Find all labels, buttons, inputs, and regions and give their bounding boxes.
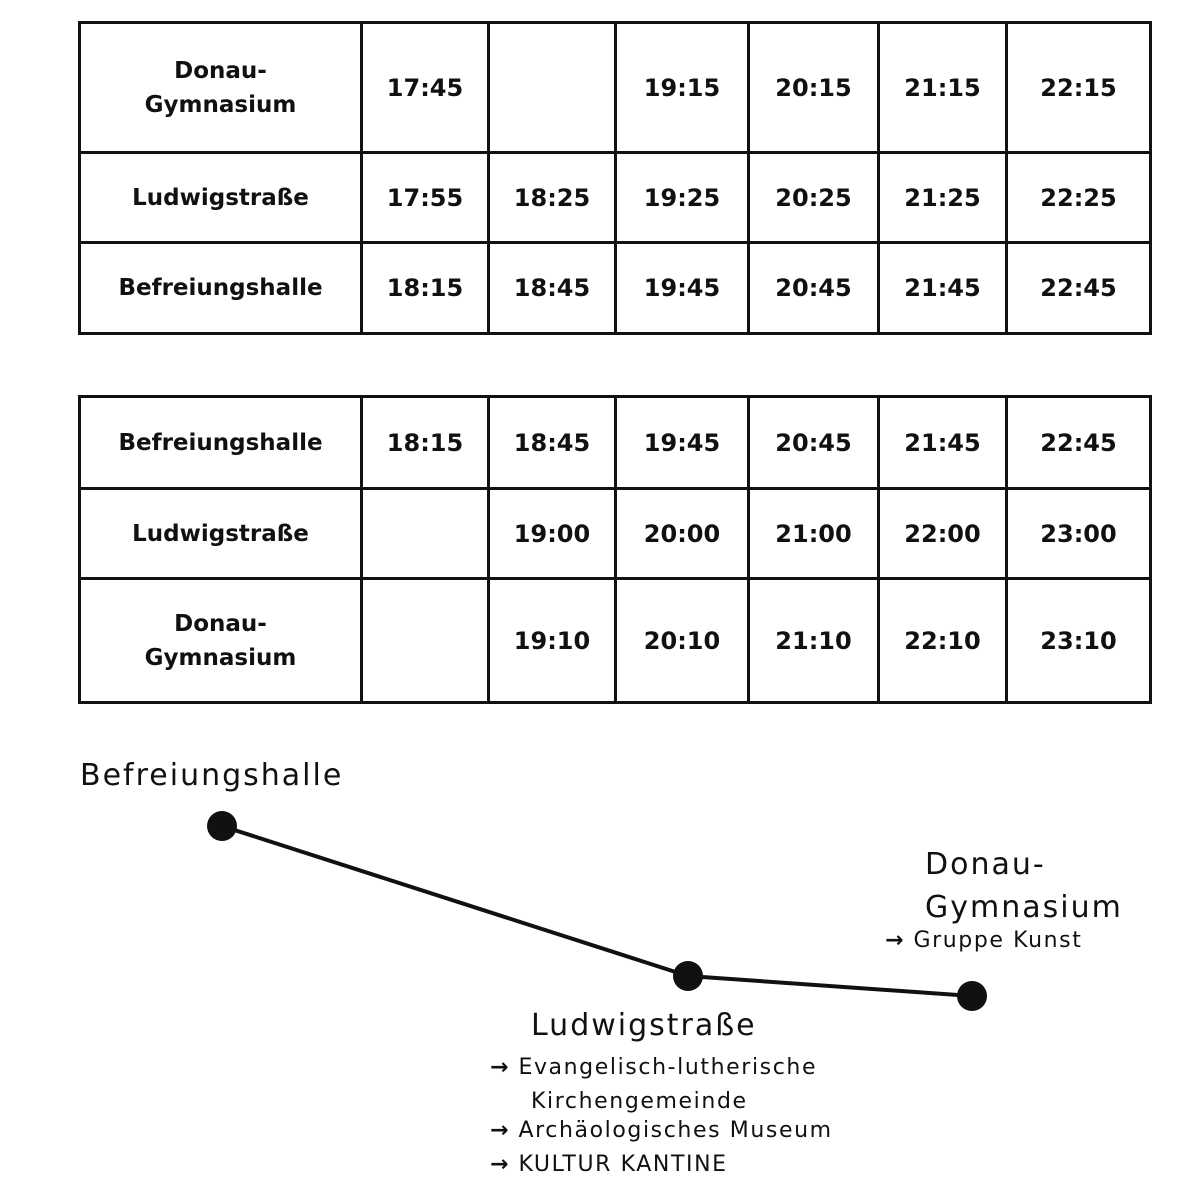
time-cell: 21:15 xyxy=(879,23,1007,153)
destination-item: → Evangelisch-lutherische Kirchengemeinde xyxy=(490,1055,818,1114)
route-line xyxy=(222,826,972,996)
time-cell: 21:00 xyxy=(749,489,879,579)
time-cell: 21:45 xyxy=(879,243,1007,334)
stop-dot-ludwigstrasse xyxy=(673,961,703,991)
time-cell: 17:55 xyxy=(362,153,489,243)
arrow-right-icon: → xyxy=(490,1152,509,1177)
arrow-right-icon: → xyxy=(885,928,904,953)
time-cell: 20:10 xyxy=(616,579,749,703)
stop-label-donau-gymnasium: Donau- Gymnasium xyxy=(925,847,1123,925)
destination-item: → Archäologisches Museum xyxy=(490,1118,833,1143)
stop-name-cell: Befreiungshalle xyxy=(80,243,362,334)
time-cell: 22:10 xyxy=(879,579,1007,703)
time-cell: 23:10 xyxy=(1007,579,1151,703)
time-cell: 19:45 xyxy=(616,397,749,489)
stop-name-cell: Befreiungshalle xyxy=(80,397,362,489)
destination-item: → Gruppe Kunst xyxy=(885,928,1083,953)
time-cell: 19:00 xyxy=(489,489,616,579)
time-cell: 18:15 xyxy=(362,397,489,489)
stop-dot-befreiungshalle xyxy=(207,811,237,841)
time-cell: 19:25 xyxy=(616,153,749,243)
stop-label-befreiungshalle: Befreiungshalle xyxy=(80,758,344,793)
time-cell: 18:15 xyxy=(362,243,489,334)
time-cell: 19:10 xyxy=(489,579,616,703)
time-cell: 20:15 xyxy=(749,23,879,153)
time-cell: 22:25 xyxy=(1007,153,1151,243)
time-cell: 18:45 xyxy=(489,397,616,489)
time-cell: 17:45 xyxy=(362,23,489,153)
time-cell: 19:15 xyxy=(616,23,749,153)
arrow-right-icon: → xyxy=(490,1055,509,1080)
time-cell: 22:15 xyxy=(1007,23,1151,153)
time-cell: 20:45 xyxy=(749,243,879,334)
time-cell: 20:00 xyxy=(616,489,749,579)
time-cell: 21:45 xyxy=(879,397,1007,489)
stop-label-ludwigstrasse: Ludwigstraße xyxy=(531,1008,757,1043)
time-cell: 22:00 xyxy=(879,489,1007,579)
time-cell: 18:25 xyxy=(489,153,616,243)
stop-name-cell: Donau- Gymnasium xyxy=(80,23,362,153)
time-cell: 21:10 xyxy=(749,579,879,703)
stop-name-cell: Ludwigstraße xyxy=(80,153,362,243)
time-cell: 19:45 xyxy=(616,243,749,334)
destination-item: → KULTUR KANTINE xyxy=(490,1152,728,1177)
time-cell: 22:45 xyxy=(1007,243,1151,334)
arrow-right-icon: → xyxy=(490,1118,509,1143)
time-cell: 18:45 xyxy=(489,243,616,334)
stop-name-cell: Ludwigstraße xyxy=(80,489,362,579)
time-cell: 23:00 xyxy=(1007,489,1151,579)
stop-name-cell: Donau- Gymnasium xyxy=(80,579,362,703)
time-cell: 20:45 xyxy=(749,397,879,489)
time-cell: 22:45 xyxy=(1007,397,1151,489)
time-cell: 20:25 xyxy=(749,153,879,243)
time-cell: 21:25 xyxy=(879,153,1007,243)
stop-dot-donau-gymnasium xyxy=(957,981,987,1011)
